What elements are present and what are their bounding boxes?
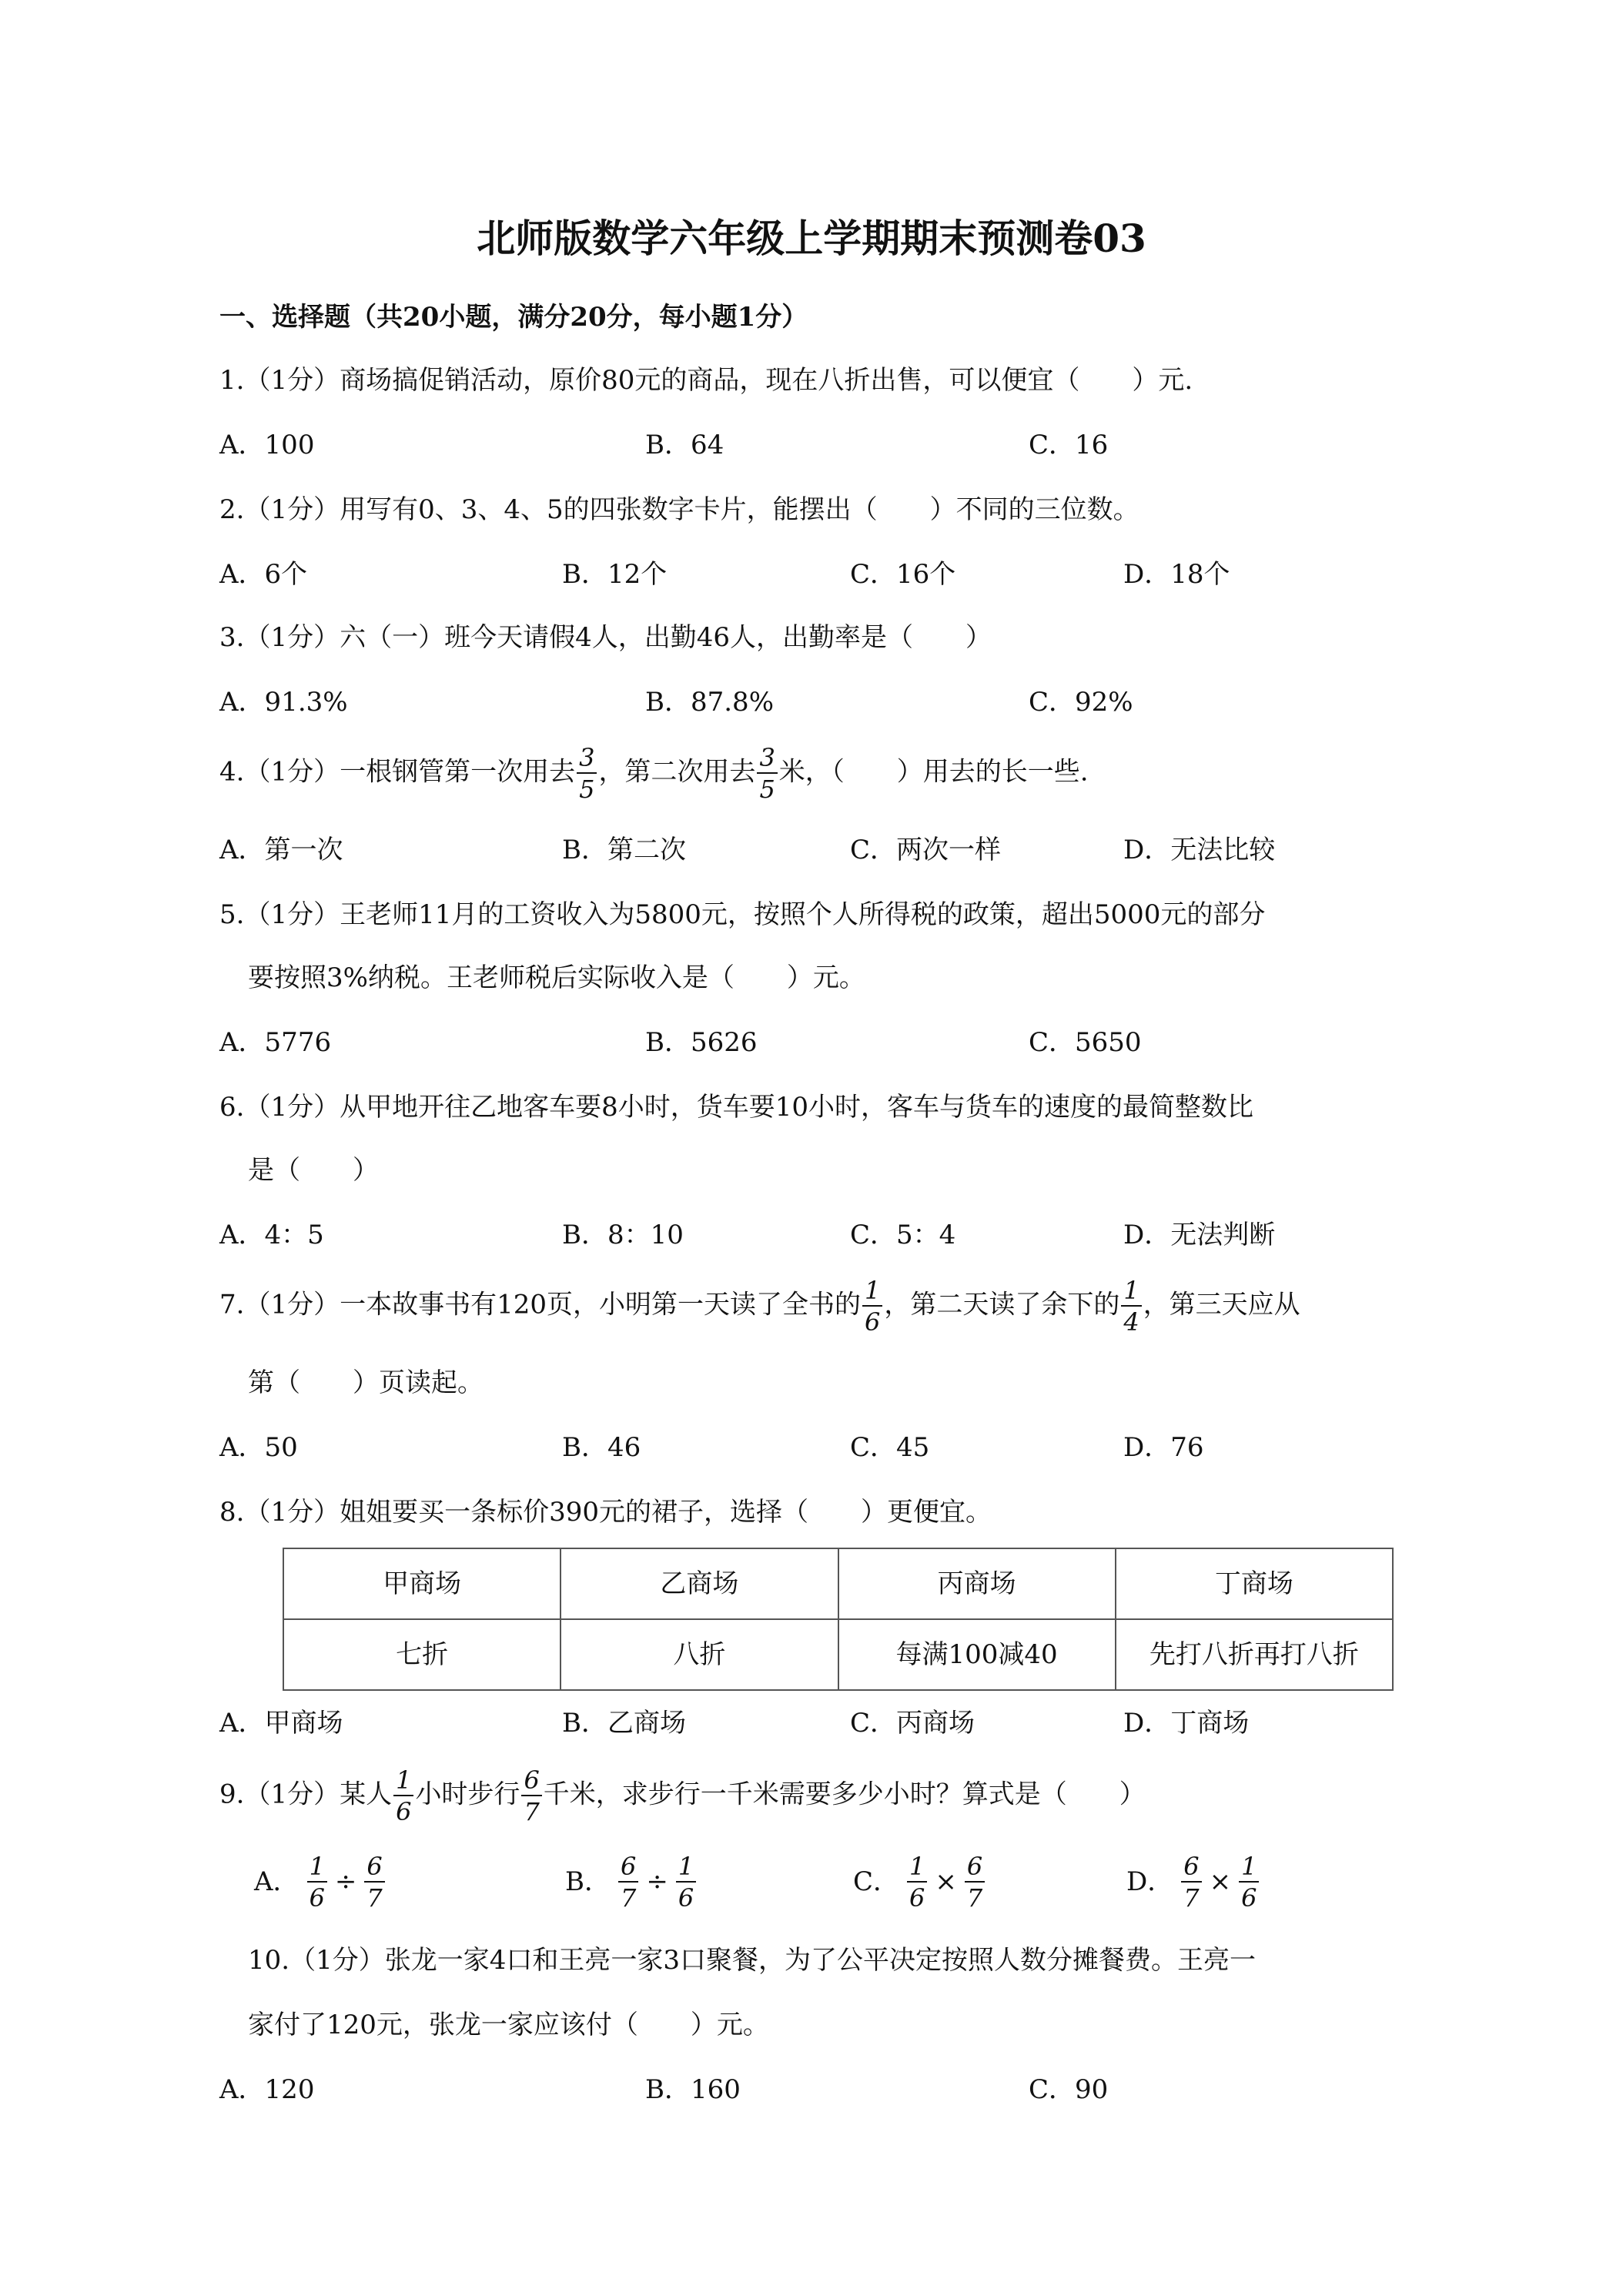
question-8-option-d[interactable]: D．丁商场: [1123, 1708, 1250, 1739]
question-5-option-b[interactable]: B．5626: [645, 1027, 758, 1058]
table-row: [283, 1619, 1393, 1690]
fraction: $\frac{3}{5}$: [577, 745, 597, 802]
question-8-option-b[interactable]: B．乙商场: [562, 1708, 686, 1739]
question-10-text-line1: 10.（1分）张龙一家4口和王亮一家3口聚餐，为了公平决定按照人数分摊餐费。王亮一: [248, 1945, 1256, 1976]
fraction: $\frac{1}{6}$: [1239, 1854, 1259, 1910]
table-cell: 丙商场: [838, 1548, 1116, 1619]
question-8-option-a[interactable]: A．甲商场: [219, 1708, 343, 1739]
question-6-option-a[interactable]: A．4：5: [219, 1220, 324, 1250]
table-cell: 甲商场: [283, 1548, 561, 1619]
table-cell: 八折: [561, 1619, 838, 1690]
question-6-text-line1: 6.（1分）从甲地开往乙地客车要8小时，货车要10小时，客车与货车的速度的最简整数比: [219, 1092, 1253, 1123]
fraction: $\frac{6}{7}$: [364, 1854, 384, 1910]
fraction: $\frac{1}{6}$: [393, 1768, 413, 1824]
fraction: $\frac{1}{6}$: [907, 1854, 927, 1910]
question-7-text-line1: 7.（1分）一本故事书有120页，小明第一天读了全书的 $\frac{1}{6}$ ，第二天读了余下的 $\frac{1}{4}$ ，第三天应从: [219, 1276, 1300, 1337]
question-7-option-a[interactable]: A．50: [219, 1432, 298, 1463]
question-7-text-line2: 第（ ）页读起。: [248, 1367, 484, 1398]
question-9-option-b[interactable]: B． $\frac{6}{7}$ ÷ $\frac{1}{6}$: [559, 1854, 698, 1910]
question-2-option-d[interactable]: D．18个: [1123, 559, 1230, 590]
table-row: [283, 1548, 1393, 1619]
question-4-text: 4.（1分）一根钢管第一次用去 $\frac{3}{5}$ ，第二次用去 $\frac{3}{5}$ 米，（ ）用去的长一些.: [219, 743, 1089, 804]
fraction: $\frac{6}{7}$: [1181, 1854, 1201, 1910]
question-2-text: 2.（1分）用写有0、3、4、5的四张数字卡片，能摆出（ ）不同的三位数。: [219, 494, 1139, 525]
question-4-option-a[interactable]: A．第一次: [219, 835, 343, 865]
question-10-option-a[interactable]: A．120: [219, 2074, 315, 2105]
question-10-text-line2: 家付了120元，张龙一家应该付（ ）元。: [248, 2010, 769, 2040]
question-1-option-c[interactable]: C．16: [1029, 430, 1109, 460]
discount-table: [283, 1548, 1394, 1691]
question-6-option-c[interactable]: C．5：4: [850, 1220, 956, 1250]
table-cell: 先打八折再打八折: [1116, 1619, 1393, 1690]
page-title: 北师版数学六年级上学期期末预测卷03: [477, 216, 1146, 261]
fraction: $\frac{1}{6}$: [862, 1278, 882, 1334]
question-5-option-c[interactable]: C．5650: [1029, 1027, 1142, 1058]
question-5-text-line2: 要按照3%纳税。王老师税后实际收入是（ ）元。: [248, 962, 865, 993]
table-cell: 每满100减40: [838, 1619, 1116, 1690]
question-9-option-a[interactable]: A． $\frac{1}{6}$ ÷ $\frac{6}{7}$: [248, 1854, 387, 1910]
question-2-option-a[interactable]: A．6个: [219, 559, 308, 590]
question-6-option-d[interactable]: D．无法判断: [1123, 1220, 1276, 1250]
question-8-option-c[interactable]: C．丙商场: [850, 1708, 975, 1739]
question-8-text: 8.（1分）姐姐要买一条标价390元的裙子，选择（ ）更便宜。: [219, 1497, 992, 1528]
question-3-text: 3.（1分）六（一）班今天请假4人，出勤46人，出勤率是（ ）: [219, 622, 992, 653]
question-9-option-d[interactable]: D． $\frac{6}{7}$ × $\frac{1}{6}$: [1120, 1854, 1260, 1910]
question-7-option-c[interactable]: C．45: [850, 1432, 930, 1463]
question-4-option-b[interactable]: B．第二次: [562, 835, 686, 865]
question-3-option-c[interactable]: C．92%: [1029, 687, 1133, 718]
question-9-text: 9.（1分）某人 $\frac{1}{6}$ 小时步行 $\frac{6}{7}$ 千米，求步行一千米需要多少小时？算式是（ ）: [219, 1766, 1146, 1826]
table-cell: 七折: [283, 1619, 561, 1690]
question-7-option-b[interactable]: B．46: [562, 1432, 641, 1463]
question-1-option-a[interactable]: A．100: [219, 430, 315, 460]
fraction: $\frac{6}{7}$: [965, 1854, 985, 1910]
question-4-option-c[interactable]: C．两次一样: [850, 835, 1002, 865]
question-10-option-c[interactable]: C．90: [1029, 2074, 1109, 2105]
question-6-text-line2: 是（ ）: [248, 1155, 379, 1186]
question-3-option-b[interactable]: B．87.8%: [645, 687, 774, 718]
question-1-option-b[interactable]: B．64: [645, 430, 724, 460]
question-6-option-b[interactable]: B．8：10: [562, 1220, 684, 1250]
question-5-text-line1: 5.（1分）王老师11月的工资收入为5800元，按照个人所得税的政策，超出5000元的部分: [219, 899, 1266, 930]
question-3-option-a[interactable]: A．91.3%: [219, 687, 348, 718]
question-10-option-b[interactable]: B．160: [645, 2074, 741, 2105]
fraction: $\frac{1}{4}$: [1121, 1278, 1141, 1334]
table-cell: 丁商场: [1116, 1548, 1393, 1619]
section-heading: 一、选择题（共20小题，满分20分，每小题1分）: [219, 302, 808, 333]
question-2-option-c[interactable]: C．16个: [850, 559, 956, 590]
table-cell: 乙商场: [561, 1548, 838, 1619]
fraction: $\frac{6}{7}$: [618, 1854, 638, 1910]
fraction: $\frac{1}{6}$: [676, 1854, 696, 1910]
question-4-option-d[interactable]: D．无法比较: [1123, 835, 1276, 865]
question-5-option-a[interactable]: A．5776: [219, 1027, 332, 1058]
fraction: $\frac{3}{5}$: [757, 745, 777, 802]
fraction: $\frac{6}{7}$: [521, 1768, 541, 1824]
question-7-option-d[interactable]: D．76: [1123, 1432, 1204, 1463]
question-9-option-c[interactable]: C． $\frac{1}{6}$ × $\frac{6}{7}$: [847, 1854, 986, 1910]
fraction: $\frac{1}{6}$: [307, 1854, 327, 1910]
question-2-option-b[interactable]: B．12个: [562, 559, 668, 590]
question-1-text: 1.（1分）商场搞促销活动，原价80元的商品，现在八折出售，可以便宜（ ）元.: [219, 365, 1193, 396]
